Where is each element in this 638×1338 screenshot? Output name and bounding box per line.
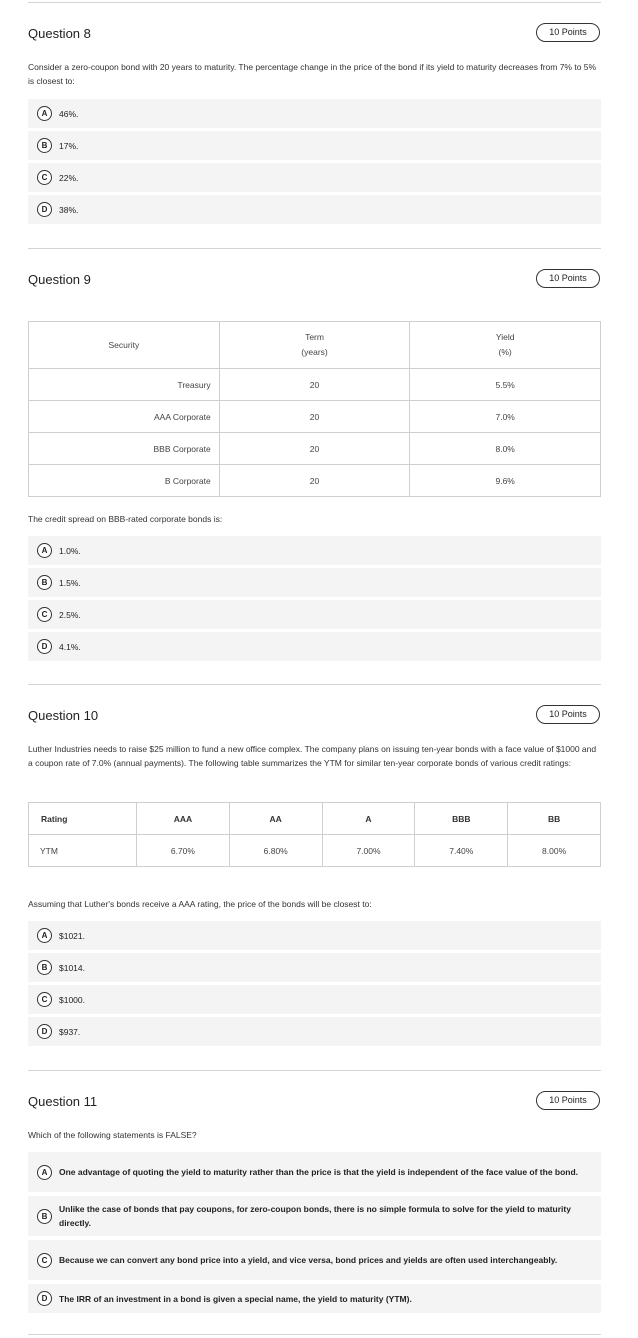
option-letter: D [37,1024,52,1039]
answer-option-b[interactable] [28,568,601,597]
table-row [29,835,601,867]
option-letter: D [37,1291,52,1306]
table-header-cell [219,322,410,369]
header-term: Term [305,332,324,342]
table-header-cell: BB [508,803,601,835]
answer-option-d[interactable] [28,632,601,661]
option-letter: B [37,960,52,975]
rating-ytm-table [28,802,601,867]
answer-option-c[interactable] [28,163,601,192]
table-header-cell [29,322,220,369]
option-letter: C [37,607,52,622]
table-cell-security: Treasury [29,369,220,401]
option-letter: B [37,138,52,153]
table-row [29,465,601,497]
answer-option-d[interactable] [28,195,601,224]
option-text: The IRR of an investment in a bond is given a special name, the yield to maturity (YTM). [59,1293,412,1304]
header-yield: Yield [495,332,515,342]
table-row [29,433,601,465]
divider [28,2,601,3]
option-text: 22%. [59,172,79,183]
option-text: 38%. [59,204,79,215]
question-stem: The credit spread on BBB-rated corporate bonds is: [28,514,223,524]
question-title: Question 8 [28,26,91,41]
table-cell: 6.70% [137,835,230,867]
answer-option-a[interactable] [28,99,601,128]
answer-option-c[interactable] [28,1240,601,1280]
question-title: Question 10 [28,708,99,723]
divider [28,248,601,249]
table-cell-term: 20 [219,369,410,401]
table-cell: 8.00% [508,835,601,867]
table-row [29,401,601,433]
header-security: Security [108,340,140,350]
option-text: 4.1%. [59,641,81,652]
option-letter: A [37,543,52,558]
table-cell: 6.80% [229,835,322,867]
table-header-row [29,803,601,835]
option-letter: A [37,106,52,121]
table-cell-yield: 9.6% [410,465,601,497]
table-header-row [29,322,601,369]
answer-option-b[interactable] [28,1196,601,1236]
answer-option-a[interactable] [28,1152,601,1192]
table-cell-yield: 7.0% [410,401,601,433]
table-header-cell: AA [229,803,322,835]
option-text: 2.5%. [59,609,81,620]
option-letter: B [37,1209,52,1224]
table-cell-term: 20 [219,465,410,497]
question-title: Question 11 [28,1094,98,1109]
table-cell-yield: 8.0% [410,433,601,465]
option-text: One advantage of quoting the yield to maturity rather than the price is that the yield is independent of the face value of the bond. [59,1167,579,1177]
table-header-cell: A [322,803,415,835]
header-term-unit: (years) [301,347,328,357]
points-badge: 10 Points [536,705,600,724]
table-cell-security: AAA Corporate [29,401,220,433]
table-cell: 7.40% [415,835,508,867]
divider [28,1334,601,1335]
table-cell-security: BBB Corporate [29,433,220,465]
header-yield-unit: (%) [498,347,512,357]
option-letter: A [37,1165,52,1180]
answer-option-a[interactable] [28,921,601,950]
points-badge: 10 Points [536,1091,600,1110]
table-cell-term: 20 [219,401,410,433]
table-cell-yield: 5.5% [410,369,601,401]
option-letter: A [37,928,52,943]
answer-option-b[interactable] [28,131,601,160]
table-header-cell: AAA [137,803,230,835]
option-text: Unlike the case of bonds that pay coupons, for zero-coupon bonds, there is no simple formula to solve for the yield to maturity directly. [59,1204,571,1228]
option-text: 1.0%. [59,545,81,556]
option-text: Because we can convert any bond price into a yield, and vice versa, bond prices and yields are often used interchangeably. [59,1255,558,1265]
option-text: 1.5%. [59,577,81,588]
option-text: $1000. [59,994,85,1005]
table-cell-term: 20 [219,433,410,465]
table-header-cell: Rating [29,803,137,835]
option-text: 17%. [59,140,79,151]
table-cell-security: B Corporate [29,465,220,497]
option-letter: C [37,1253,52,1268]
question-stem: Luther Industries needs to raise $25 million to fund a new office complex. The company plans on issuing ten-year bonds with a face value of $1000 and a coupon rate of 7.0% (annual payments). The following table summarizes the YTM for similar ten-year corporate bonds of various credit ratings: [28,744,597,768]
answer-option-c[interactable] [28,985,601,1014]
answer-option-d[interactable] [28,1017,601,1046]
option-letter: D [37,639,52,654]
points-badge: 10 Points [536,23,600,42]
option-text: $937. [59,1026,81,1037]
question-title: Question 9 [28,272,91,287]
table-cell: YTM [29,835,137,867]
divider [28,1070,601,1071]
question-stem: Which of the following statements is FALSE? [28,1130,197,1140]
question-stem-2: Assuming that Luther's bonds receive a AAA rating, the price of the bonds will be closest to: [28,899,372,909]
table-cell: 7.00% [322,835,415,867]
points-badge: 10 Points [536,269,600,288]
option-text: $1021. [59,930,85,941]
answer-option-d[interactable] [28,1284,601,1313]
table-row [29,369,601,401]
option-letter: C [37,992,52,1007]
option-letter: C [37,170,52,185]
table-header-cell: BBB [415,803,508,835]
answer-option-a[interactable] [28,536,601,565]
option-text: $1014. [59,962,85,973]
question-stem: Consider a zero-coupon bond with 20 years to maturity. The percentage change in the price of the bond if its yield to maturity decreases from 7% to 5% is closest to: [28,62,597,86]
option-letter: D [37,202,52,217]
option-text: 46%. [59,108,79,119]
answer-option-c[interactable] [28,600,601,629]
security-yield-table [28,321,601,497]
option-letter: B [37,575,52,590]
answer-option-b[interactable] [28,953,601,982]
table-header-cell [410,322,601,369]
divider [28,684,601,685]
